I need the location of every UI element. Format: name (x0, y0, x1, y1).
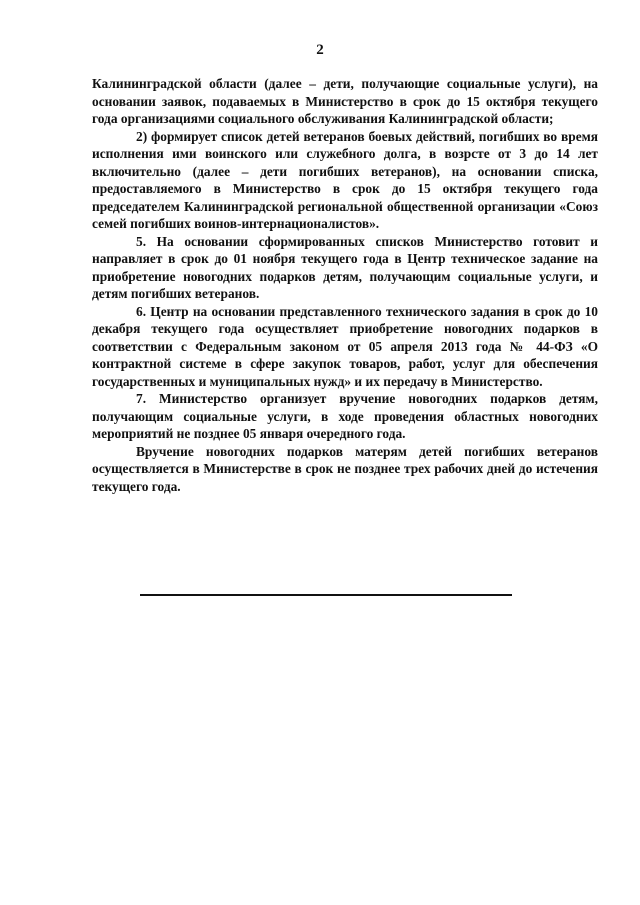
paragraph-continuation: Калининградской области (далее – дети, получающие социальные услуги), на основании заявок, подаваемых в Министерство в срок до 15 октября текущего года организациями социального обслуживания Калининградской области; (92, 76, 598, 126)
paragraph-final: Вручение новогодних подарков матерям детей погибших ветеранов осуществляется в Министерстве в срок не позднее трех рабочих дней до истечения текущего года. (92, 443, 598, 494)
paragraph-item-2: 2) формирует список детей ветеранов боевых действий, погибших во время исполнения ими воинского или служебного долга, в возрсте от 3 до 14 лет включительно (далее – дети погибших ветеранов), на основании списка, предоставляемого в Министерство в срок до 15 октября текущего года председателем Калининградской региональной общественной организации «Союз семей погибших воинов-интернационалистов». (92, 128, 598, 231)
paragraph-item-5: 5. На основании сформированных списков Министерство готовит и направляет в срок до 01 ноября текущего года в Центр техническое задание на приобретение новогодних подарков детям, получающим социальные услуги, и детям погибших ветеранов. (92, 233, 598, 301)
document-body (92, 75, 598, 495)
paragraph-item-7: 7. Министерство организует вручение новогодних подарков детям, получающим социальные услуги, в ходе проведения областных новогодних мероприятий не позднее 05 января очередного года. (92, 391, 598, 441)
page-number: 2 (316, 42, 324, 58)
paragraph-item-6: 6. Центр на основании представленного технического задания в срок до 10 декабря текущего года осуществляет приобретение новогодних подарков в соответствии с Федеральным законом от 05 апреля 2013 года № 44-ФЗ «О контрактной системе в сфере закупок товаров, работ, услуг для обеспечения государственных и муниципальных нужд» и их передачу в Министерство. (92, 303, 598, 389)
end-of-document-rule (140, 594, 512, 596)
